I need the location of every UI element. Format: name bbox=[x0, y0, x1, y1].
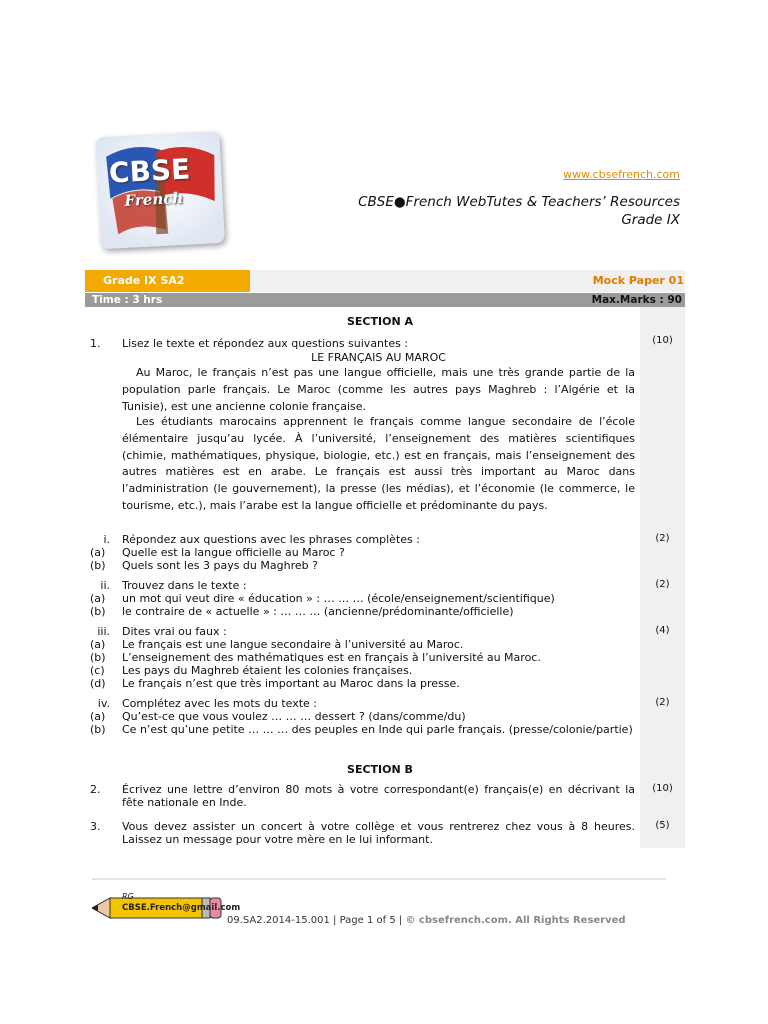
grade-label: Grade IX SA2 bbox=[103, 274, 185, 287]
sub-question-number: iii. bbox=[97, 625, 110, 638]
item-text: Quels sont les 3 pays du Maghreb ? bbox=[122, 559, 318, 572]
pencil-email: CBSE.French@gmail.com bbox=[122, 903, 241, 913]
question-marks: (10) bbox=[652, 335, 673, 346]
item-text: Ce n’est qu’une petite … … … des peuples en Inde qui parle français. (presse/colonie/partie) bbox=[122, 723, 633, 736]
sub-question-text: Dites vrai ou faux : bbox=[122, 625, 227, 638]
item-label: (a) bbox=[90, 546, 106, 559]
item-text: Le français est une langue secondaire à l’université au Maroc. bbox=[122, 638, 464, 651]
question-text: Lisez le texte et répondez aux questions suivantes : bbox=[122, 337, 409, 350]
item-label: (a) bbox=[90, 592, 106, 605]
max-marks-label: Max.Marks : 90 bbox=[591, 294, 682, 306]
item-label: (a) bbox=[90, 638, 106, 651]
item-label: (d) bbox=[90, 677, 106, 690]
section-b-title: SECTION B bbox=[347, 763, 413, 776]
sub-question-text: Trouvez dans le texte : bbox=[122, 579, 247, 592]
passage-paragraph-2: Les étudiants marocains apprennent le français comme langue secondaire de l’école élémentaire jusqu’au lycée. À l’université, l’enseignement des matières scientifiques (chimie, mathématiques, physique, biologie, etc.) est en français, mais l’enseignement des autres matières est en arabe. Le français est aussi très important au Maroc dans l’administration (le gouvernement), la presse (les médias), et l’économie (le commerce, le tourisme, etc.), mais l’arabe est la langue officielle et prédominante du pays. bbox=[122, 415, 635, 512]
cbse-french-logo bbox=[95, 131, 225, 249]
question-marks: (10) bbox=[652, 783, 673, 794]
footer-code: 09.SA2.2014-15.001 | Page 1 of 5 | bbox=[227, 915, 406, 926]
item-text: Quelle est la langue officielle au Maroc ? bbox=[122, 546, 345, 559]
question-text: Écrivez une lettre d’environ 80 mots à votre correspondant(e) français(e) en décrivant la fête nationale en Inde. bbox=[122, 783, 635, 809]
sub-question-marks: (2) bbox=[655, 697, 670, 708]
pencil-brand: RG bbox=[122, 892, 134, 901]
item-text: Qu’est-ce que vous voulez … … … dessert ? (dans/comme/du) bbox=[122, 710, 466, 723]
pencil-logo bbox=[92, 892, 241, 920]
sub-question-number: i. bbox=[103, 533, 110, 546]
logo-cbse-text: CBSE bbox=[108, 152, 191, 190]
item-label: (b) bbox=[90, 723, 106, 736]
sub-question-number: iv. bbox=[97, 697, 110, 710]
item-text: le contraire de « actuelle » : … … … (ancienne/prédominante/officielle) bbox=[122, 605, 514, 618]
mock-paper-label: Mock Paper 01 bbox=[592, 274, 684, 287]
question-number: 2. bbox=[90, 783, 101, 796]
footer-divider bbox=[92, 878, 666, 880]
item-label: (b) bbox=[90, 605, 106, 618]
item-text: Les pays du Maghreb étaient les colonies françaises. bbox=[122, 664, 413, 677]
header-grade: Grade IX bbox=[621, 212, 680, 228]
footer-rights: © cbsefrench.com. All Rights Reserved bbox=[405, 915, 626, 926]
passage-paragraph-1: Au Maroc, le français n’est pas une langue officielle, mais une très grande partie de la population parle français. Le Maroc (comme les autres pays Maghreb : l’Algérie et la Tunisie), est une ancienne colonie française. bbox=[122, 366, 635, 413]
question-marks: (5) bbox=[655, 820, 670, 831]
question-number: 1. bbox=[90, 337, 101, 350]
passage-title: LE FRANÇAIS AU MAROC bbox=[311, 351, 446, 364]
header-title-block bbox=[358, 193, 680, 229]
header-title: CBSE●French WebTutes & Teachers’ Resources bbox=[358, 194, 680, 210]
question-number: 3. bbox=[90, 820, 101, 833]
time-label: Time : 3 hrs bbox=[92, 294, 163, 306]
sub-question-text: Répondez aux questions avec les phrases complètes : bbox=[122, 533, 420, 546]
item-label: (b) bbox=[90, 559, 106, 572]
sub-question-text: Complétez avec les mots du texte : bbox=[122, 697, 318, 710]
sub-question-marks: (4) bbox=[655, 625, 670, 636]
item-text: Le français n’est que très important au Maroc dans la presse. bbox=[122, 677, 460, 690]
sub-question-marks: (2) bbox=[655, 533, 670, 544]
item-label: (a) bbox=[90, 710, 106, 723]
item-text: L’enseignement des mathématiques est en français à l’université au Maroc. bbox=[122, 651, 541, 664]
sub-question-marks: (2) bbox=[655, 579, 670, 590]
question-text: Vous devez assister un concert à votre collège et vous rentrerez chez vous à 8 heures. Laissez un message pour votre mère en le lui informant. bbox=[122, 820, 635, 846]
item-label: (b) bbox=[90, 651, 106, 664]
section-a-title: SECTION A bbox=[346, 315, 413, 328]
logo-french-text: French bbox=[124, 188, 184, 210]
item-text: un mot qui veut dire « éducation » : … … … (école/enseignement/scientifique) bbox=[122, 592, 555, 605]
item-label: (c) bbox=[90, 664, 105, 677]
footer-text bbox=[227, 915, 626, 926]
sub-question-number: ii. bbox=[100, 579, 110, 592]
website-link[interactable]: www.cbsefrench.com bbox=[563, 168, 680, 181]
